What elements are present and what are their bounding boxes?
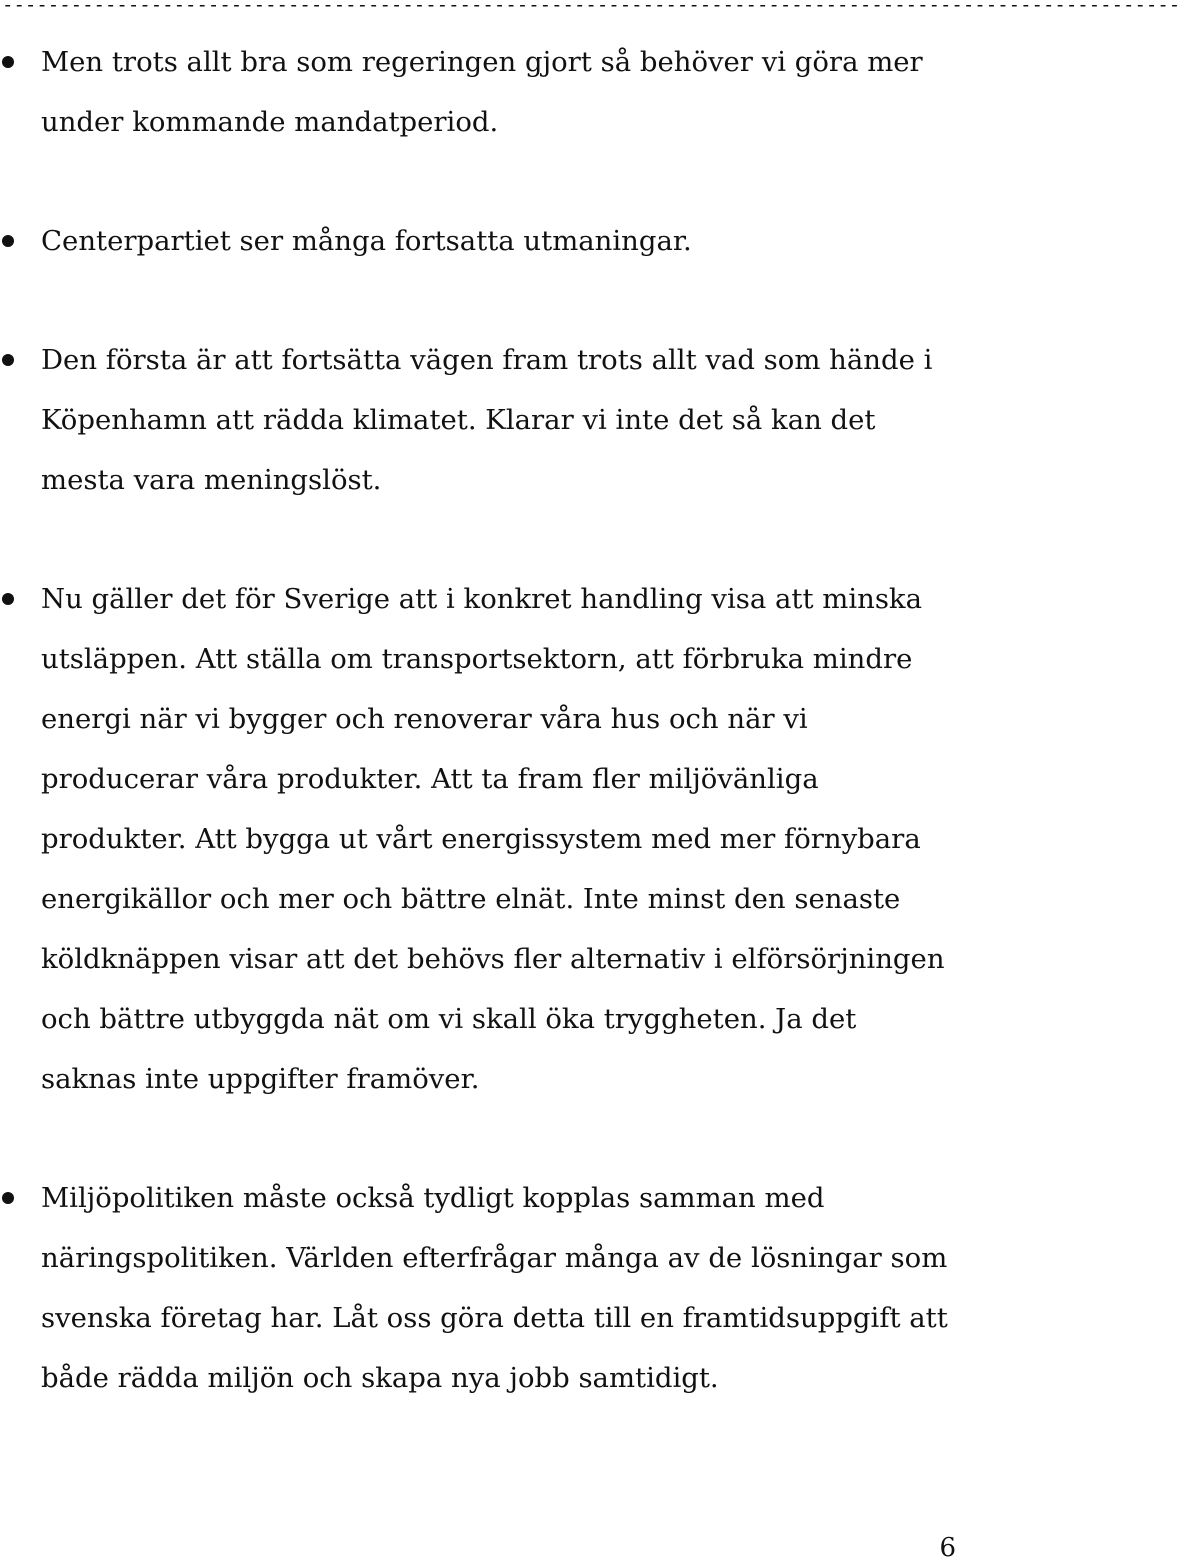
list-item: [0, 211, 960, 271]
bullet-icon: [2, 354, 14, 366]
separator-dashes: -------------------------------------------------------------------------------------------------------: [2, 0, 1180, 16]
list-item: [0, 569, 960, 1109]
list-item-text: Centerpartiet ser många fortsatta utmaningar.: [41, 225, 692, 257]
list-item-text: Den första är att fortsätta vägen fram trots allt vad som hände i Köpenhamn att rädda klimatet. Klarar vi inte det så kan det mesta vara meningslöst.: [41, 344, 933, 496]
bullet-icon: [2, 593, 14, 605]
bullet-icon: [2, 1192, 14, 1204]
list-item: [0, 330, 960, 510]
list-item: [0, 32, 960, 152]
list-item-text: Miljöpolitiken måste också tydligt kopplas samman med näringspolitiken. Världen efterfrågar många av de lösningar som svenska företag har. Låt oss göra detta till en framtidsuppgift att både rädda miljön och skapa nya jobb samtidigt.: [41, 1182, 948, 1394]
list-item: [0, 1168, 960, 1408]
bullet-icon: [2, 235, 14, 247]
list-item-text: Men trots allt bra som regeringen gjort så behöver vi göra mer under kommande mandatperiod.: [41, 46, 923, 138]
list-item-text: Nu gäller det för Sverige att i konkret handling visa att minska utsläppen. Att ställa om transportsektorn, att förbruka mindre energi när vi bygger och renoverar våra hus och när vi producerar våra produkter. Att ta fram fler miljövänliga produkter. Att bygga ut vårt energissystem med mer förnybara energikällor och mer och bättre elnät. Inte minst den senaste köldknäppen visar att det behövs fler alternativ i elförsörjningen och bättre utbyggda nät om vi skall öka tryggheten. Ja det saknas inte uppgifter framöver.: [41, 583, 945, 1095]
bullet-list: [0, 32, 960, 1408]
bullet-icon: [2, 56, 14, 68]
page-number: 6: [939, 1533, 956, 1563]
